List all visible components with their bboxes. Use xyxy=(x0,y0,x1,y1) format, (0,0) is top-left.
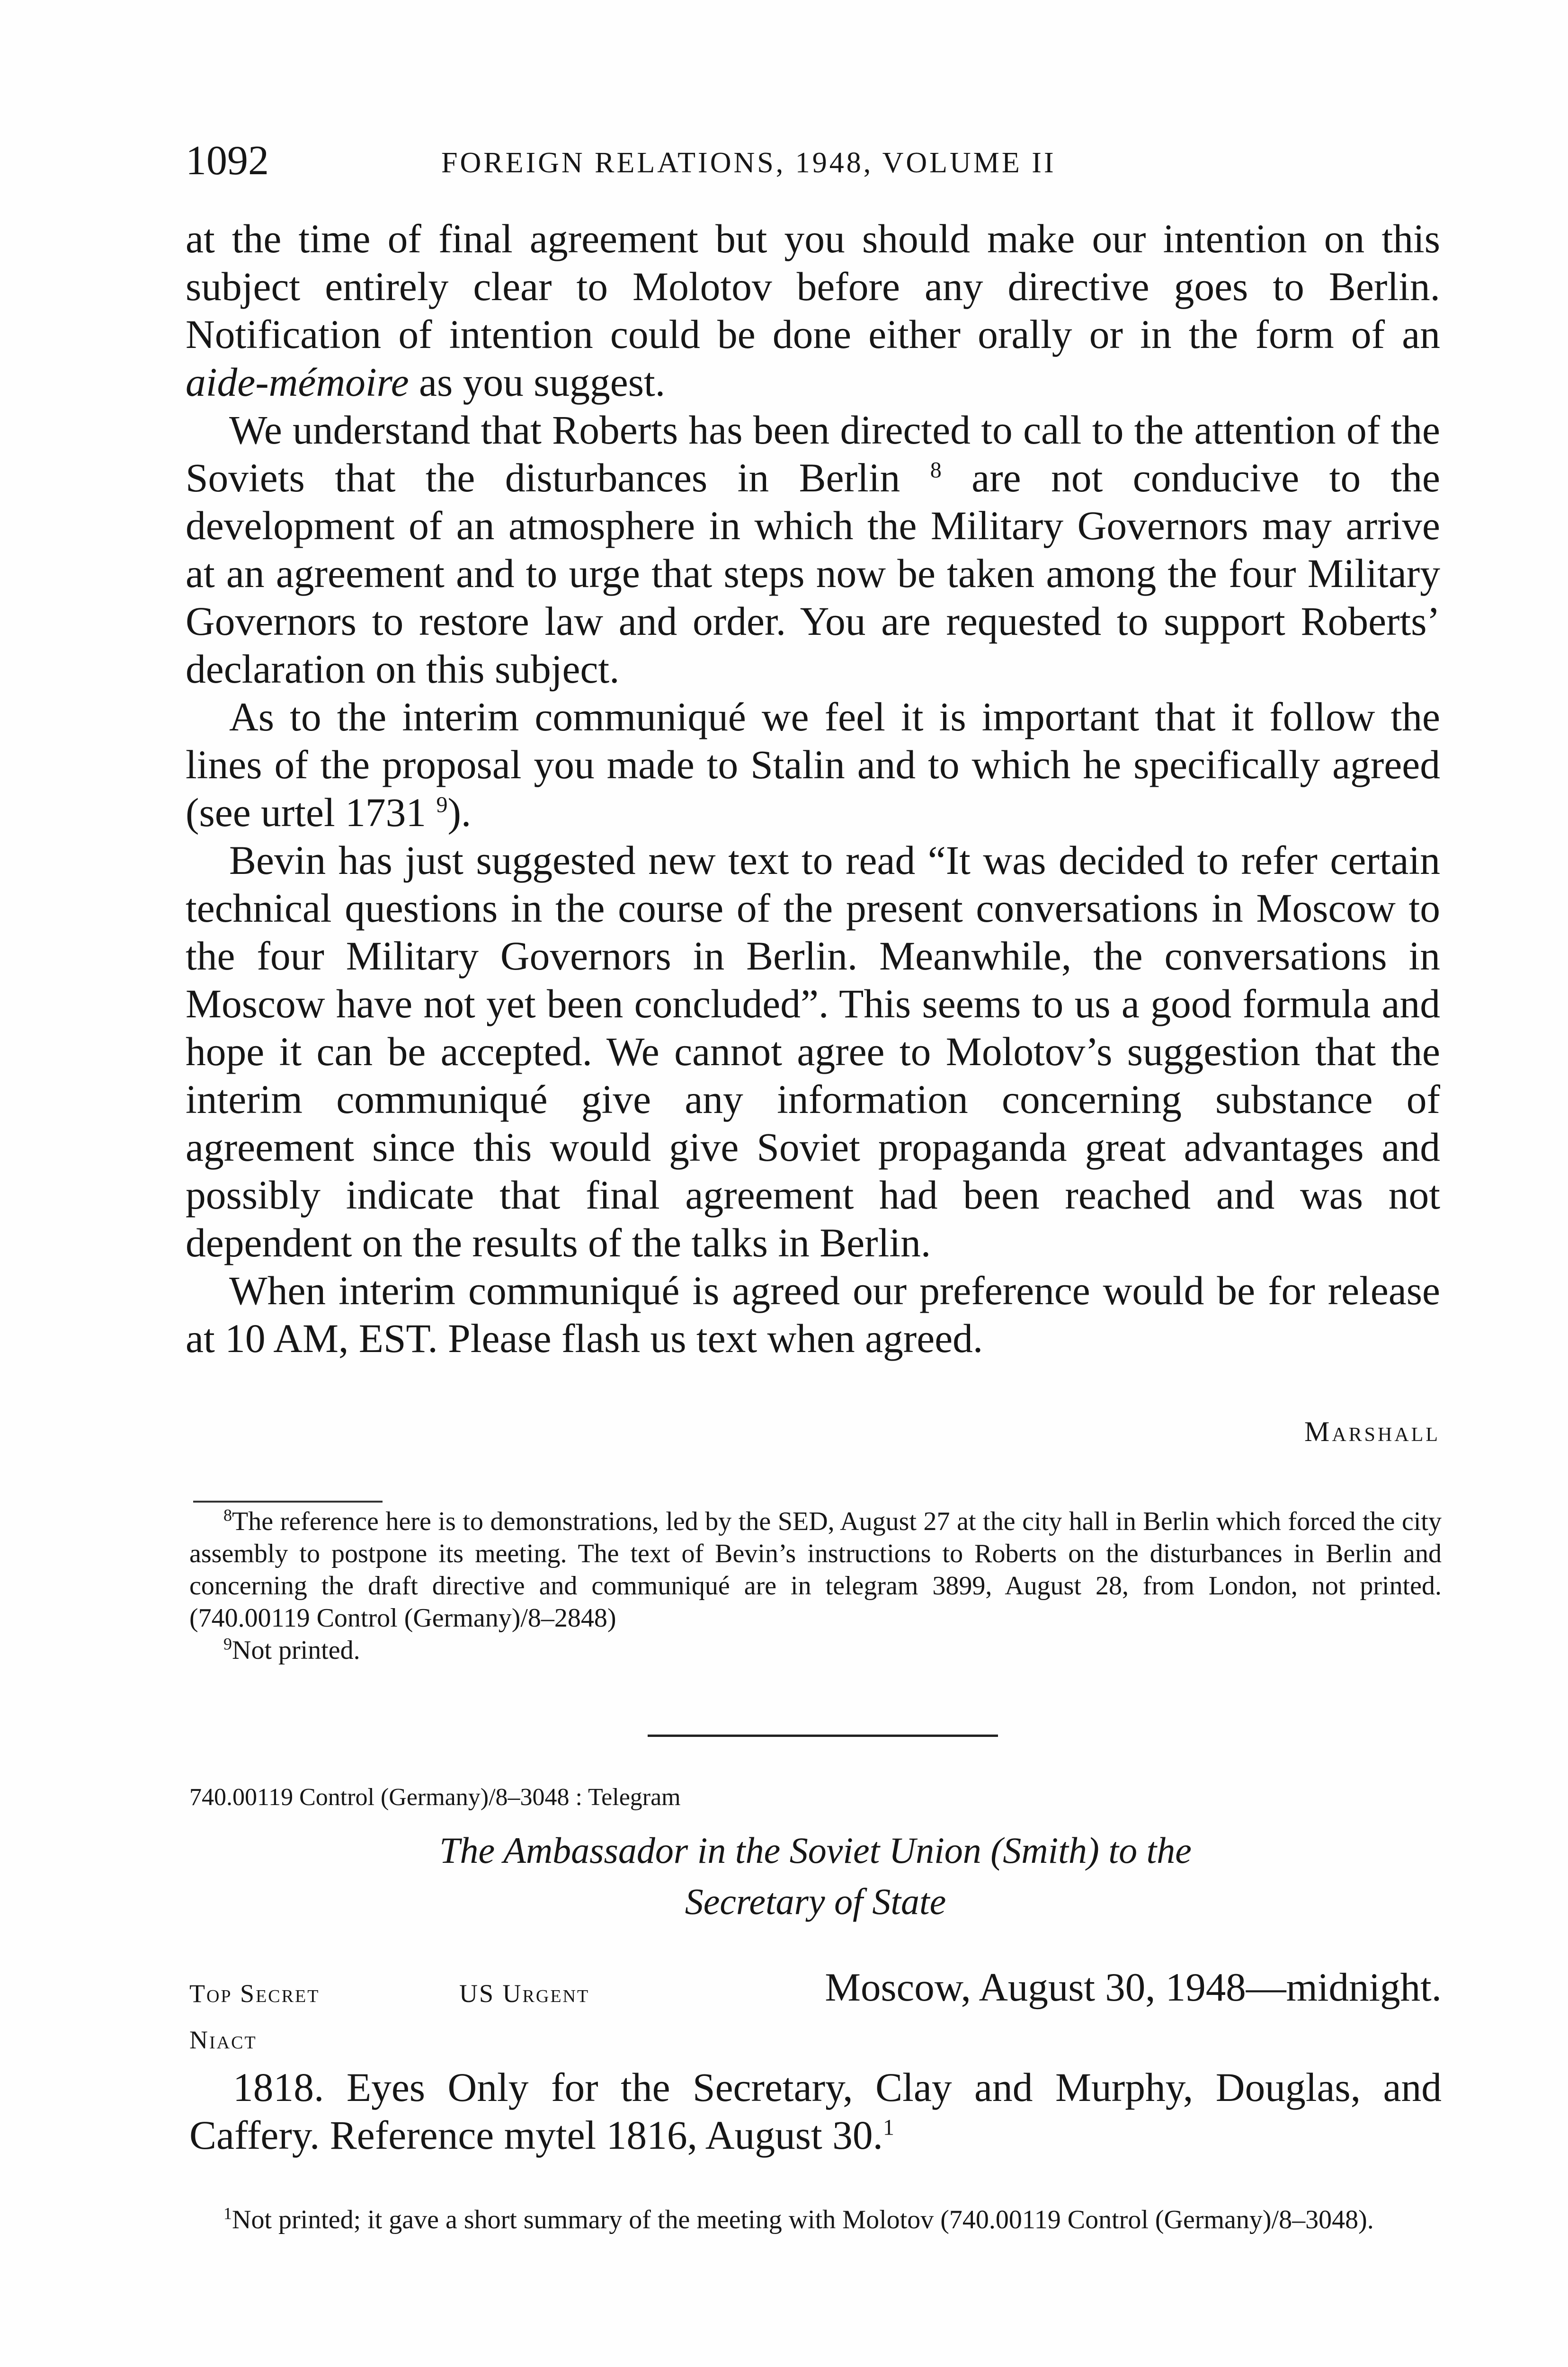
footnote-ref-9: 9 xyxy=(436,792,448,818)
footnote-9: $^9$Not printed. xyxy=(223,1634,360,1665)
paragraph-5: When interim communiqué is agreed our preference would be for release at 10 AM, EST. Please flash us text when agreed. xyxy=(186,1269,1440,1361)
footnote-divider xyxy=(193,1501,383,1503)
section-divider xyxy=(648,1735,998,1737)
footnote-ref-1: 1 xyxy=(882,2115,894,2140)
telegram-body xyxy=(189,2064,1442,2160)
page-header xyxy=(186,137,1440,194)
footnote-ref-8: 8 xyxy=(930,457,942,483)
niact-label: Niact xyxy=(189,2026,257,2054)
footnote-1: $^1$Not printed; it gave a short summary of the meeting with Molotov (740.00119 Control (Germany)/8–3048). xyxy=(223,2204,1374,2234)
footnotes-second-document xyxy=(189,2204,1442,2236)
classification-line xyxy=(189,1964,1442,2011)
document-title: The Ambassador in the Soviet Union (Smith) to the Secretary of State xyxy=(439,1830,1192,1922)
running-head: FOREIGN RELATIONS, 1948, VOLUME II xyxy=(441,147,1056,179)
telegram-paragraph: 1818. Eyes Only for the Secretary, Clay and Murphy, Douglas, and Caffery. Reference mytel 1816, August 30.$^1$ xyxy=(189,2065,1442,2158)
paragraph-1: at the time of final agreement but you should make our intention on this subject entirely clear to Molotov before any directive goes to Berlin. Notification of intention could be done either orally or in the form of an aide-mémoire as you suggest. xyxy=(186,217,1440,405)
signature: Marshall xyxy=(1304,1416,1440,1447)
file-reference: 740.00119 Control (Germany)/8–3048 : Telegram xyxy=(189,1784,681,1811)
letter-body xyxy=(186,215,1440,1363)
paragraph-2: We understand that Roberts has been directed to call to the attention of the Soviets that the disturbances in Berlin $^8$ are not conducive to the development of an atmosphere in which the Military Governors may arrive at an agreement and to urge that steps now be taken among the four Military Governors to restore law and order. You are requested to support Roberts’ declaration on this subject. xyxy=(186,408,1441,692)
classification-label: Top Secret xyxy=(189,1979,320,2008)
page-number: 1092 xyxy=(186,138,269,184)
paragraph-4: Bevin has just suggested new text to read “It was decided to refer certain technical questions in the course of the present conversations in Moscow to the four Military Governors in Berlin. Meanwhile, the conversations in Moscow have not yet been concluded”. This seems to us a good formula and hope it can be accepted. We cannot agree to Molotov’s suggestion that the interim communiqué give any information concerning substance of agreement since this would give Soviet propaganda great advantages and possibly indicate that final agreement had been reached and was not dependent on the results of the talks in Berlin. xyxy=(186,838,1440,1265)
footnote-8: $^8$The reference here is to demonstrations, led by the SED, August 27 at the city hall in Berlin which forced the city assembly to postpone its meeting. The text of Bevin’s instructions to Roberts on the disturbances in Berlin and concerning the draft directive and communiqué are in telegram 3899, August 28, from London, not printed. (740.00119 Control (Germany)/8–2848) xyxy=(189,1505,1442,1633)
footnotes-first-document xyxy=(189,1505,1442,1666)
paragraph-3: As to the interim communiqué we feel it is important that it follow the lines of the proposal you made to Stalin and to which he specifically agreed (see urtel 1731 $^9$). xyxy=(186,695,1440,835)
dateline: Moscow, August 30, 1948—midnight. xyxy=(825,1965,1442,2010)
italic-term: aide-mémoire xyxy=(186,360,409,405)
priority-label: US Urgent xyxy=(459,1979,590,2008)
